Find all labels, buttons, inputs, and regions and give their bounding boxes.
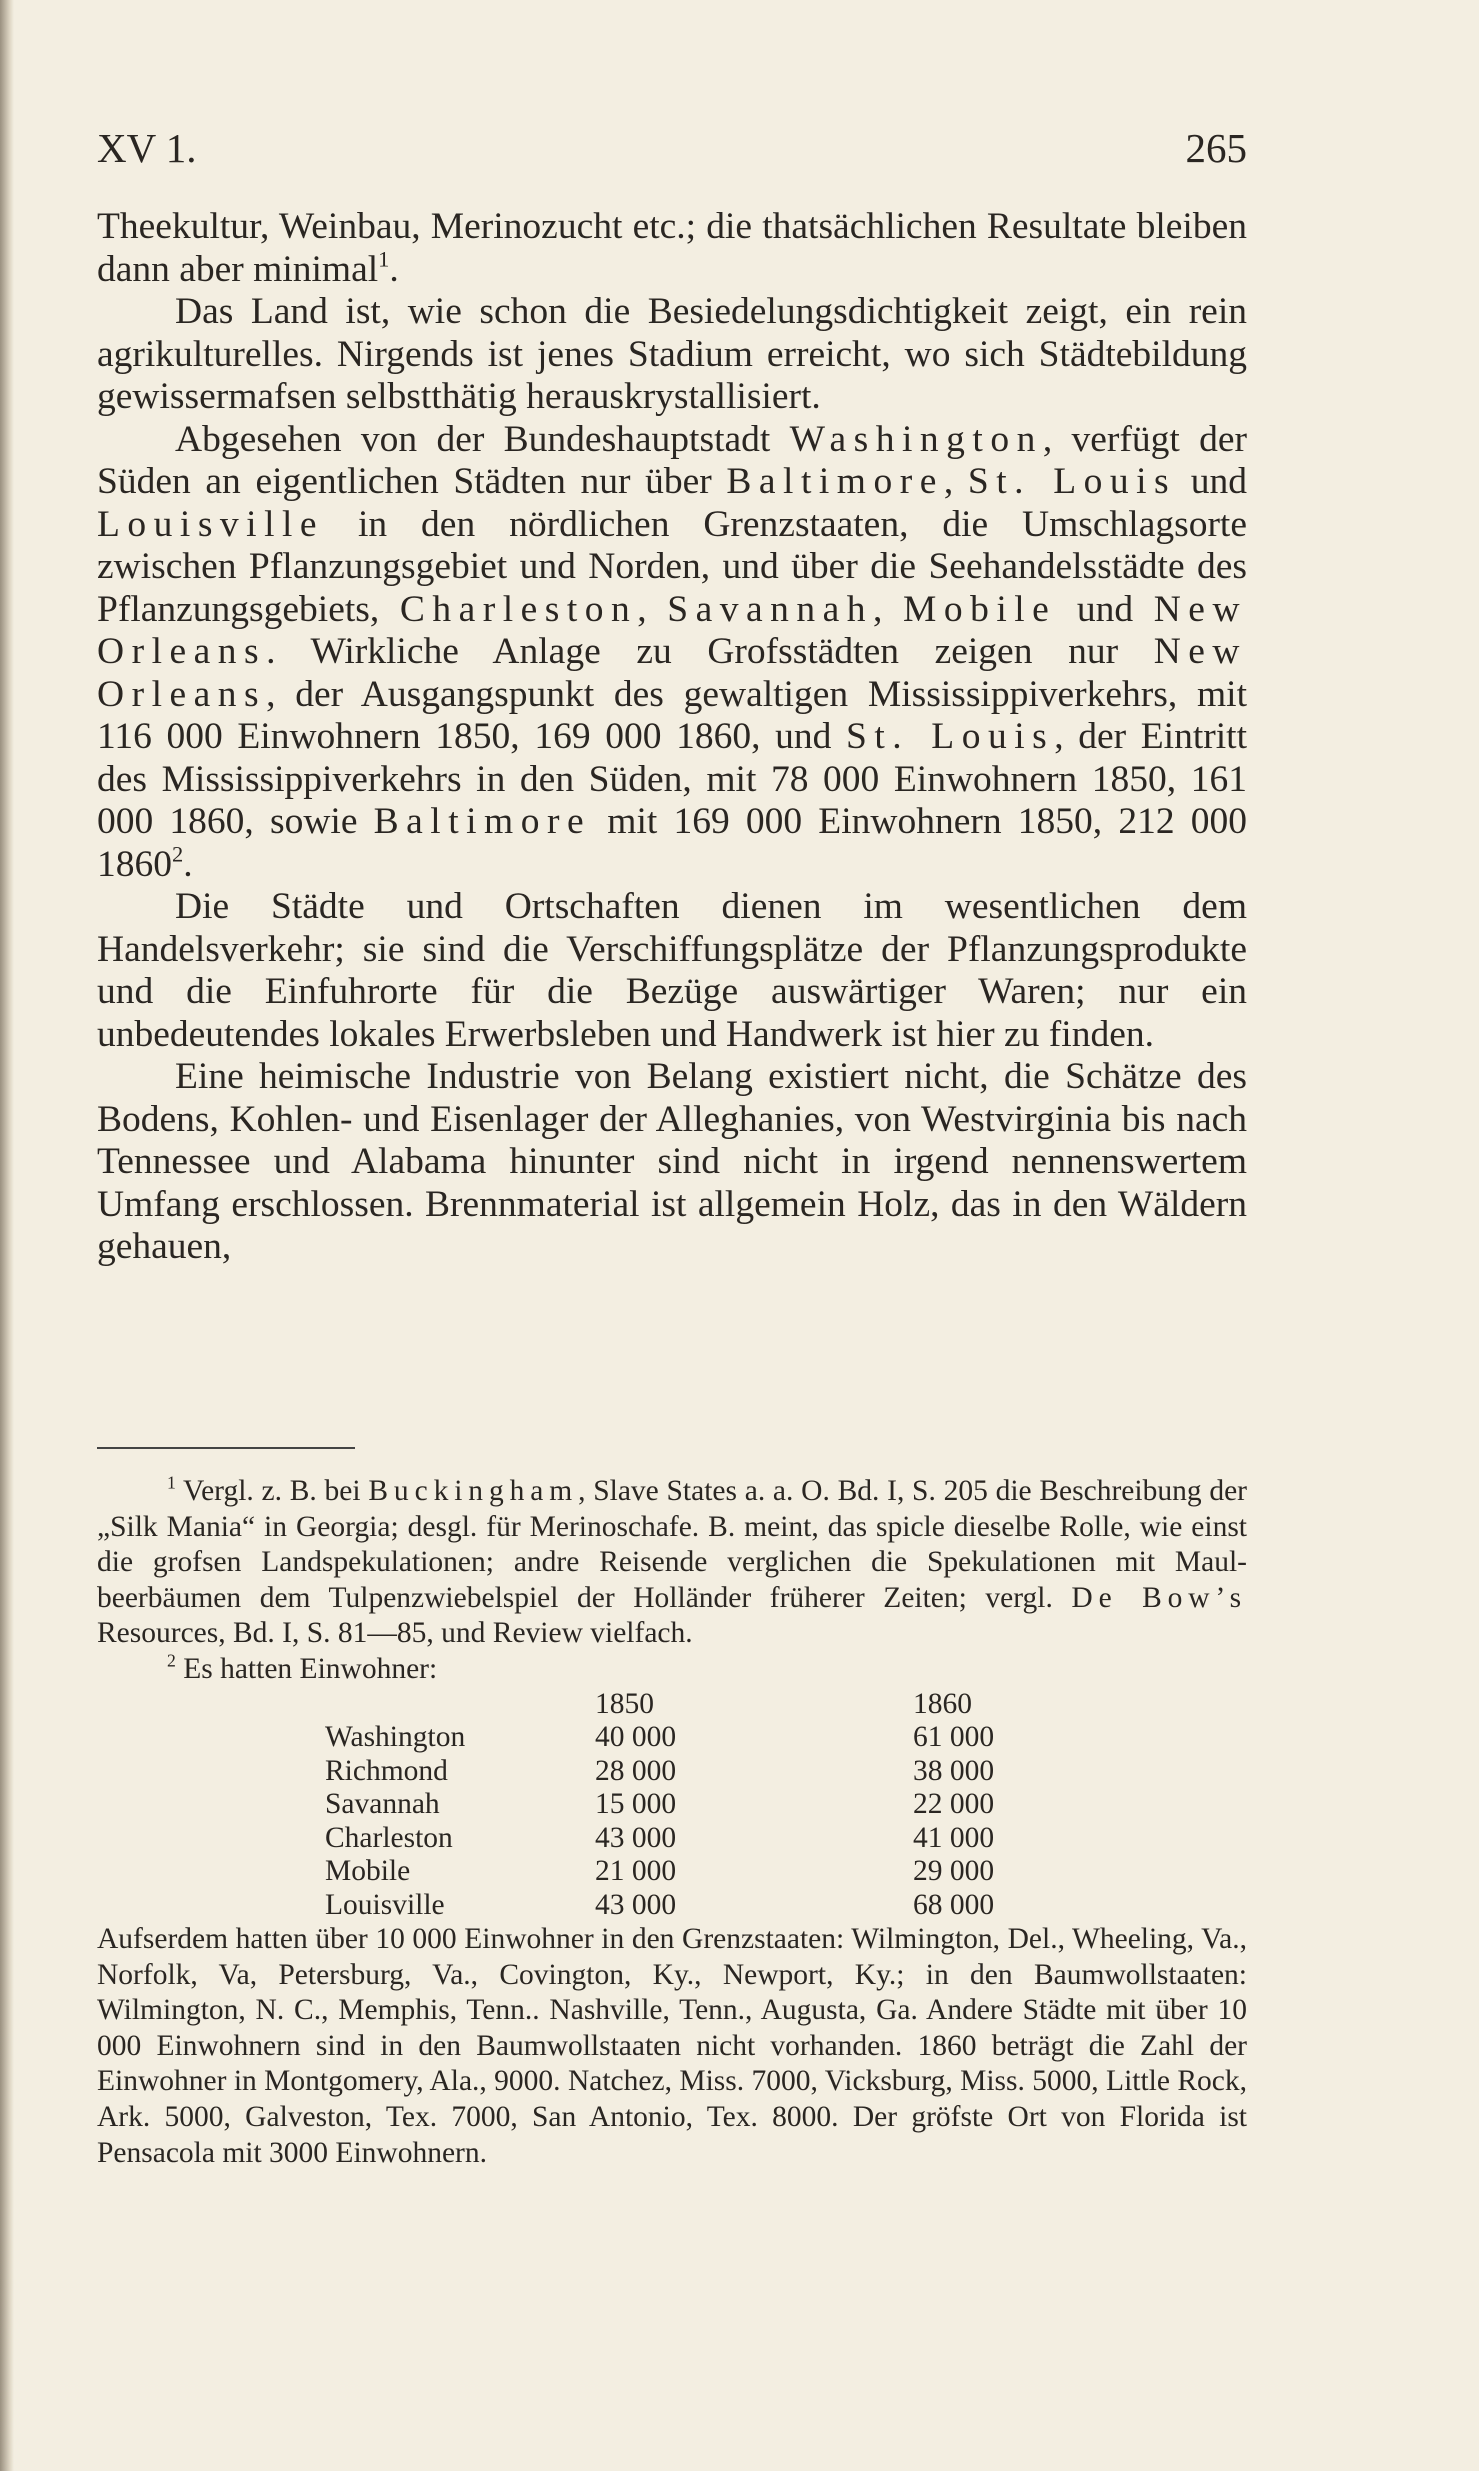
footnote-ref-2: 2: [172, 840, 184, 866]
table-cell: 41 000: [913, 1821, 995, 1854]
footnote-mark-2: 2: [167, 1650, 176, 1671]
table-row: [325, 1721, 1063, 1755]
footnote-mark-1: 1: [167, 1472, 176, 1493]
table-cell: Louisville: [325, 1888, 445, 1921]
table-cell: Richmond: [325, 1754, 448, 1787]
paragraph-4: Die Städte und Ortschaften dienen im wesentlichen dem Handelsverkehr; sie sind die Verschiffungsplätze der Pflanzungsprodukte und die Einfuhrorte für die Bezüge auswärtiger Waren; nur ein unbedeutendes lokales Erwerbsleben und Handwerk ist hier zu finden.: [97, 886, 1247, 1055]
city-name: Savannah: [667, 588, 874, 630]
footnote-2: $^2$ Es hatten Einwohner:: [167, 1650, 438, 1685]
table-row: [325, 1788, 1063, 1822]
table-cell: 43 000: [595, 1821, 677, 1854]
city-name: Baltimore: [373, 801, 592, 842]
footnotes: [97, 1474, 1247, 2171]
population-table: [325, 1688, 1063, 1923]
city-name: Baltimore: [726, 461, 944, 502]
table-header: [325, 1688, 595, 1722]
table-cell: 15 000: [595, 1788, 677, 1821]
page-spine-shadow: [0, 0, 14, 2471]
page-number: 265: [1185, 125, 1247, 171]
table-cell: 22 000: [913, 1788, 995, 1821]
table-header: 1860: [913, 1687, 972, 1720]
table-row: [325, 1755, 1063, 1789]
table-row: [325, 1855, 1063, 1889]
section-marker: XV 1.: [97, 125, 197, 171]
city-name: Louisville: [97, 503, 325, 545]
city-name: New Orleans: [97, 631, 1247, 715]
city-name: Mobile: [903, 588, 1057, 630]
table-cell: 28 000: [595, 1754, 677, 1787]
city-name: New Orleans: [97, 588, 1248, 672]
city-name: St. Louis: [967, 461, 1177, 502]
city-name: Washington: [789, 418, 1043, 460]
footnote-ref-1: 1: [378, 245, 390, 271]
table-cell: Charleston: [325, 1821, 453, 1854]
table-row: [325, 1822, 1063, 1856]
table-cell: 68 000: [913, 1888, 995, 1921]
table-cell: 43 000: [595, 1888, 677, 1921]
footnote-2-continuation: Aufserdem hatten über 10 000 Einwohner in den Grenzstaaten: Wilmington, Del., Wheeling, Va., Norfolk, Va, Petersburg, Va., Covington, Ky., Newport, Ky.; in den Baumwollstaaten: Wilmington, N. C., Memphis, Tenn.. Nashville, Tenn., Augusta, Ga. Andere Städte mit über 10 000 Einwohnern sind in den Baumwollstaaten nicht vorhanden. 1860 beträgt die Zahl der Einwohner in Montgomery, Ala., 9000. Natchez, Miss. 7000, Vicksburg, Miss. 5000, Little Rock, Ark. 5000, Galveston, Tex. 7000, San Antonio, Tex. 8000. Der gröfste Ort von Florida ist Pensacola mit 3000 Einwohnern.: [97, 1923, 1247, 2169]
table-cell: 29 000: [913, 1855, 995, 1888]
table-cell: Washington: [325, 1721, 466, 1754]
footnote-separator: [97, 1447, 355, 1449]
paragraph-5: Eine heimische Industrie von Belang existiert nicht, die Schätze des Bodens, Kohlen- und Eisenlager der Alleghanies, von Westvirginia bis nach Tennessee und Alabama hinunter sind nicht in irgend nennenswertem Umfang erschlossen. Brennmaterial ist allgemein Holz, das in den Wäldern gehauen,: [97, 1056, 1247, 1267]
main-text: [97, 206, 1247, 1269]
paragraph-3: Abgesehen von der Bundeshauptstadt Washington, verfügt der Süden an eigentlichen Städten nur über Baltimore, St. Louis und Louisville in den nördlichen Grenzstaaten, die Umschlagsorte zwischen Pflanzungsgebiet und Norden, und über die Seehandelsstädte des Pflanzungsgebiets, Charleston, Savannah, Mobile und New Orleans. Wirkliche Anlage zu Grofsstädten zeigen nur New Orleans, der Ausgangspunkt des gewaltigen Mississippiverkehrs, mit 116 000 Einwohnern 1850, 169 000 1860, und St. Louis, der Eintritt des Mississippiverkehrs in den Süden, mit 78 000 Einwohnern 1850, 161 000 1860, sowie Baltimore mit 169 000 Einwohnern 1850, 212 000 1860$^2$.: [97, 418, 1248, 885]
author-name: Buckingham: [368, 1475, 579, 1507]
footnote-1: $^1$ Vergl. z. B. bei Buckingham, Slave States a. a. O. Bd. I, S. 205 die Beschreibung der „Silk Mania“ in Georgia; desgl. für Merinoschafe. B. meint, das spicle dieselbe Rolle, wie einst die grofsen Landspekulationen; andre Reisende verglichen die Spekulationen mit Maulbeerbäumen dem Tulpenzwiebelspiel der Holländer früherer Zeiten; vergl. De Bow’s Resources, Bd. I, S. 81—85, und Review vielfach.: [97, 1472, 1247, 1650]
city-name: Charleston: [399, 588, 638, 630]
table-cell: Mobile: [325, 1855, 411, 1888]
table-header-row: [325, 1688, 1063, 1722]
table-cell: Savannah: [325, 1788, 440, 1821]
table-header: 1850: [595, 1687, 654, 1720]
table-row: [325, 1889, 1063, 1923]
table-cell: 40 000: [595, 1721, 677, 1754]
table-cell: 21 000: [595, 1855, 677, 1888]
table-cell: 61 000: [913, 1721, 995, 1754]
paragraph-1: Theekultur, Weinbau, Merinozucht etc.; die thatsächlichen Resultate bleiben dann aber minimal$^1$.: [97, 206, 1247, 290]
author-name: De Bow’s: [1071, 1581, 1247, 1614]
paragraph-2: Das Land ist, wie schon die Besiedelungsdichtigkeit zeigt, ein rein agrikulturelles. Nirgends ist jenes Stadium erreicht, wo sich Städtebildung gewissermafsen selbstthätig herauskrystallisiert.: [97, 291, 1247, 417]
city-name: St. Louis: [846, 716, 1055, 757]
table-cell: 38 000: [913, 1754, 995, 1787]
